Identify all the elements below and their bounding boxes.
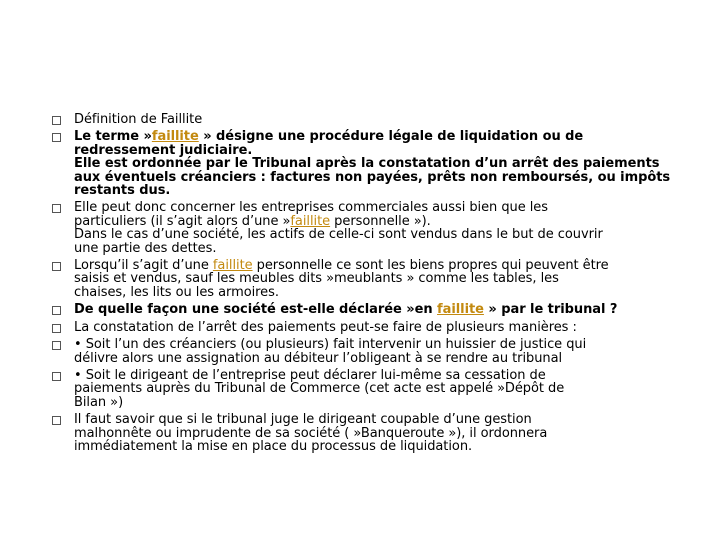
- bullet-text: La constatation de l’arrêt des paiements peut-se faire de plusieurs manières :: [74, 319, 577, 335]
- bullet-text: De quelle façon une société est-elle déclarée »en: [74, 302, 438, 318]
- bullet-text: Bilan »): [74, 394, 124, 410]
- bullet-item: [52, 303, 692, 316]
- bullet-item: [52, 338, 692, 365]
- square-bullet-icon: [52, 372, 61, 381]
- bullet-line: [74, 272, 692, 285]
- bullet-item: [52, 413, 692, 453]
- bullet-text: paiements auprès du Tribunal de Commerce (cet acte est appelé »Dépôt de: [74, 381, 565, 397]
- bullet-text: Le terme »: [74, 129, 152, 145]
- bullet-line: [74, 171, 692, 184]
- bullet-list: [52, 113, 692, 453]
- faillite-link[interactable]: faillite: [212, 258, 253, 274]
- bullet-text: malhonnête ou imprudente de sa société ( »Banqueroute »), il ordonnera: [74, 425, 548, 441]
- bullet-text: aux éventuels créanciers : factures non payées, prêts non remboursés, ou impôts: [74, 169, 671, 185]
- bullet-line: [74, 321, 692, 334]
- square-bullet-icon: [52, 262, 61, 271]
- bullet-line: [74, 184, 692, 197]
- bullet-line: [74, 369, 692, 382]
- bullet-text: Il faut savoir que si le tribunal juge le dirigeant coupable d’une gestion: [74, 412, 532, 428]
- faillite-link[interactable]: faillite: [151, 129, 199, 145]
- faillite-link[interactable]: faillite: [437, 302, 484, 318]
- bullet-line: [74, 440, 692, 453]
- square-bullet-icon: [52, 204, 61, 213]
- bullet-text: immédiatement la mise en place du processus de liquidation.: [74, 438, 473, 454]
- bullet-item: [52, 321, 692, 334]
- bullet-text: » par le tribunal ?: [483, 302, 618, 318]
- bullet-text: personnelle ce sont les biens propres qui peuvent être: [252, 258, 609, 274]
- bullet-line: [74, 201, 692, 214]
- bullet-text: • Soit le dirigeant de l’entreprise peut déclarer lui-même sa cessation de: [74, 367, 546, 383]
- square-bullet-icon: [52, 133, 61, 142]
- bullet-text: Définition de Faillite: [74, 112, 203, 127]
- bullet-line: [74, 113, 692, 126]
- bullet-text: Elle est ordonnée par le Tribunal après la constatation d’un arrêt des paiements: [74, 156, 660, 172]
- bullet-text: chaises, les lits ou les armoires.: [74, 284, 279, 300]
- bullet-text: une partie des dettes.: [74, 240, 217, 256]
- bullet-line: [74, 338, 692, 351]
- bullet-item: [52, 113, 692, 126]
- faillite-link[interactable]: faillite: [290, 213, 331, 229]
- bullet-line: [74, 303, 692, 316]
- bullet-line: [74, 413, 692, 426]
- bullet-line: [74, 259, 692, 272]
- square-bullet-icon: [52, 416, 61, 425]
- bullet-line: [74, 157, 692, 170]
- bullet-line: [74, 228, 692, 241]
- bullet-item: [52, 130, 692, 197]
- bullet-text: Lorsqu’il s’agit d’une: [74, 258, 213, 274]
- bullet-text: Dans le cas d’une société, les actifs de celle-ci sont vendus dans le but de couvrir: [74, 227, 603, 243]
- bullet-line: [74, 130, 692, 143]
- square-bullet-icon: [52, 341, 61, 350]
- bullet-line: [74, 215, 692, 228]
- bullet-text: personnelle »).: [330, 213, 431, 229]
- bullet-line: [74, 427, 692, 440]
- bullet-line: [74, 144, 692, 157]
- bullet-item: [52, 369, 692, 409]
- bullet-text: restants dus.: [74, 183, 171, 199]
- square-bullet-icon: [52, 324, 61, 333]
- bullet-item: [52, 201, 692, 255]
- bullet-text: • Soit l’un des créanciers (ou plusieurs) fait intervenir un huissier de justice qui: [74, 337, 587, 353]
- bullet-line: [74, 352, 692, 365]
- bullet-item: [52, 259, 692, 299]
- bullet-text: saisis et vendus, sauf les meubles dits »meublants » comme les tables, les: [74, 271, 559, 287]
- bullet-text: redressement judiciaire.: [74, 142, 253, 158]
- bullet-text: » désigne une procédure légale de liquidation ou de: [198, 129, 584, 145]
- bullet-line: [74, 242, 692, 255]
- square-bullet-icon: [52, 116, 61, 125]
- square-bullet-icon: [52, 306, 61, 315]
- bullet-text: particuliers (il s’agit alors d’une »: [74, 213, 291, 229]
- bullet-line: [74, 286, 692, 299]
- bullet-line: [74, 396, 692, 409]
- bullet-text: Elle peut donc concerner les entreprises commerciales aussi bien que les: [74, 200, 548, 216]
- bullet-line: [74, 382, 692, 395]
- bullet-text: délivre alors une assignation au débiteur l’obligeant à se rendre au tribunal: [74, 350, 563, 366]
